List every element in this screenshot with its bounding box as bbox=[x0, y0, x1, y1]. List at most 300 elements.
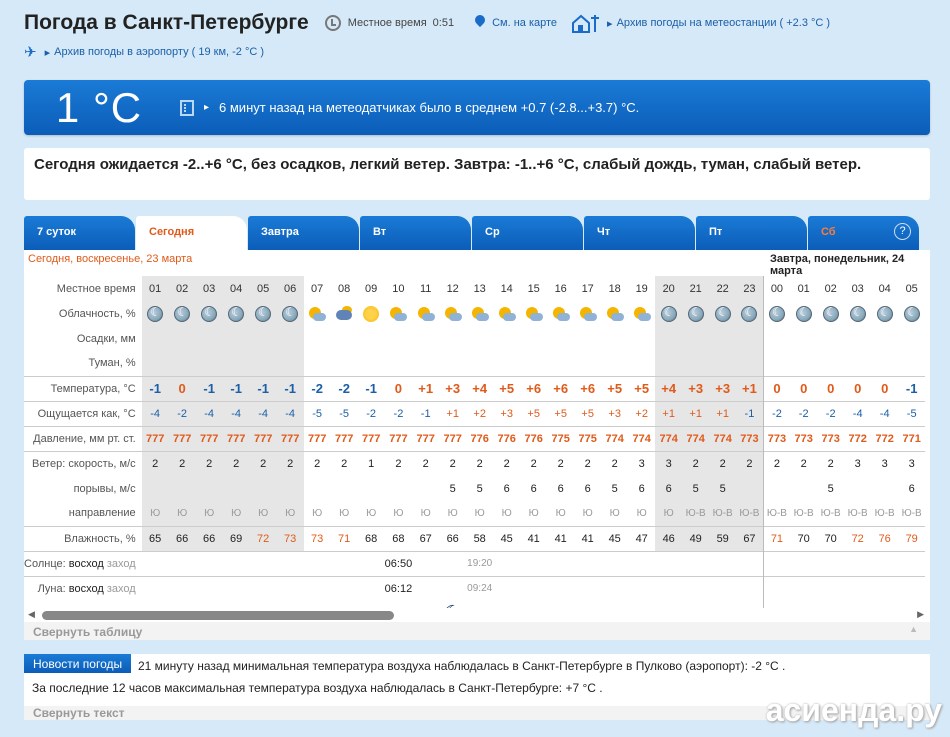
precip-cell bbox=[682, 326, 709, 351]
station-icon bbox=[571, 13, 601, 33]
humidity-cell: 79 bbox=[898, 526, 925, 551]
collapse-table-button[interactable] bbox=[24, 622, 930, 640]
pressure-cell: 777 bbox=[223, 426, 250, 451]
hour-cell: 02 bbox=[169, 276, 196, 301]
fog-cell bbox=[601, 351, 628, 376]
pressure-cell: 773 bbox=[763, 426, 790, 451]
station-archive-link[interactable]: ▸ Архив погоды на метеостанции ( +2.3 °C ) bbox=[571, 13, 830, 33]
sun-cell bbox=[412, 551, 439, 576]
humidity-cell: 67 bbox=[736, 526, 763, 551]
moon-cell bbox=[709, 576, 736, 601]
temperature-cell: +3 bbox=[439, 376, 466, 401]
humidity-cell: 72 bbox=[844, 526, 871, 551]
gust-cell bbox=[358, 476, 385, 501]
direction-cell: Ю bbox=[312, 507, 323, 519]
cloud-cell bbox=[277, 301, 304, 326]
scroll-right-icon[interactable]: ▶ bbox=[917, 609, 924, 619]
feels-like-cell: -4 bbox=[844, 401, 871, 426]
local-time-label: Местное время bbox=[347, 17, 427, 29]
fog-cell bbox=[385, 351, 413, 376]
gust-cell: 5 bbox=[682, 476, 709, 501]
news-line-1: 21 минуту назад минимальная температура воздуха наблюдалась в Санкт-Петербурге в Пулково (аэропорт): -2 °C . bbox=[138, 659, 786, 673]
wind-cell: 2 bbox=[439, 451, 466, 476]
partly-cloudy-icon bbox=[634, 306, 650, 322]
gust-cell: 6 bbox=[557, 482, 564, 495]
cloud-cell bbox=[169, 301, 196, 326]
forecast-grid bbox=[24, 276, 925, 627]
wind-cell: 1 bbox=[358, 451, 385, 476]
moon-cell bbox=[196, 576, 223, 601]
airport-archive-label: Архив погоды в аэропорту ( 19 км, -2 °C ) bbox=[54, 46, 265, 58]
feels-like-cell: -2 bbox=[169, 401, 196, 426]
gust-cell: 6 bbox=[638, 482, 645, 495]
gust-cell: 6 bbox=[584, 482, 591, 495]
gust-cell: 6 bbox=[503, 482, 510, 495]
moon-cell bbox=[493, 576, 520, 601]
pressure-cell: 777 bbox=[385, 426, 413, 451]
hour-cell: 00 bbox=[763, 276, 790, 301]
cloud-cell bbox=[601, 301, 628, 326]
humidity-cell: 69 bbox=[223, 526, 250, 551]
cloud-cell bbox=[196, 301, 223, 326]
scrollbar-thumb[interactable] bbox=[42, 611, 394, 620]
precip-cell bbox=[223, 326, 250, 351]
direction-cell: Ю-В bbox=[820, 507, 841, 519]
temperature-cell: -2 bbox=[304, 376, 331, 401]
cloud-cell bbox=[439, 301, 466, 326]
hour-cell: 21 bbox=[682, 276, 709, 301]
fog-cell bbox=[871, 351, 898, 376]
fog-cell bbox=[898, 351, 925, 376]
moon-cell bbox=[304, 576, 331, 601]
direction-cell: Ю bbox=[223, 501, 250, 526]
wind-cell: 2 bbox=[223, 451, 250, 476]
wind-cell: 2 bbox=[520, 451, 547, 476]
feels-like-cell: +2 bbox=[466, 401, 493, 426]
feels-like-cell: -2 bbox=[385, 401, 413, 426]
sun-cell bbox=[304, 551, 331, 576]
feels-like-cell: -2 bbox=[817, 401, 844, 426]
row-label: Влажность, % bbox=[24, 526, 142, 551]
hour-cell: 02 bbox=[824, 282, 837, 295]
sun-cell bbox=[763, 551, 790, 576]
pressure-cell: 776 bbox=[466, 426, 493, 451]
feels-like-cell: +3 bbox=[493, 401, 520, 426]
humidity-cell: 66 bbox=[169, 526, 196, 551]
hour-cell: 23 bbox=[736, 276, 763, 301]
gust-cell bbox=[250, 476, 277, 501]
cloud-cell bbox=[574, 301, 601, 326]
pressure-cell: 773 bbox=[790, 426, 817, 451]
temperature-cell: -1 bbox=[196, 376, 223, 401]
humidity-cell: 66 bbox=[196, 526, 223, 551]
temperature-cell: 0 bbox=[871, 376, 898, 401]
hour-cell: 17 bbox=[581, 282, 594, 295]
cloud-cell bbox=[682, 301, 709, 326]
wind-cell: 2 bbox=[466, 451, 493, 476]
cloud-cell bbox=[763, 301, 790, 326]
tab-today[interactable]: Сегодня bbox=[136, 216, 247, 250]
sun-cell bbox=[358, 551, 385, 576]
map-link[interactable] bbox=[474, 15, 557, 31]
table-row bbox=[24, 451, 925, 476]
night-clear-icon bbox=[228, 306, 244, 322]
partly-cloudy-icon bbox=[499, 306, 515, 322]
humidity-cell: 41 bbox=[520, 526, 547, 551]
fog-cell bbox=[736, 351, 763, 376]
gust-cell bbox=[871, 476, 898, 501]
hour-cell: 03 bbox=[851, 282, 864, 295]
pressure-cell: 774 bbox=[709, 426, 736, 451]
cloud-cell bbox=[493, 301, 520, 326]
hour-cell: 14 bbox=[500, 282, 513, 295]
horizontal-scrollbar[interactable] bbox=[24, 608, 930, 622]
sun-cell bbox=[682, 551, 709, 576]
table-row bbox=[24, 276, 925, 301]
precip-cell bbox=[844, 326, 871, 351]
pressure-cell: 772 bbox=[871, 426, 898, 451]
feels-like-cell: +1 bbox=[709, 401, 736, 426]
cloud-cell bbox=[385, 301, 413, 326]
humidity-cell: 73 bbox=[304, 526, 331, 551]
sun-cell bbox=[277, 551, 304, 576]
wind-cell: 2 bbox=[709, 451, 736, 476]
humidity-cell: 41 bbox=[547, 526, 574, 551]
precip-cell bbox=[898, 326, 925, 351]
collapse-text-button[interactable]: Свернуть текст bbox=[24, 706, 930, 720]
night-clear-icon bbox=[769, 306, 785, 322]
direction-cell: Ю bbox=[609, 507, 620, 519]
direction-cell: Ю bbox=[142, 501, 169, 526]
direction-cell: Ю-В bbox=[874, 507, 895, 519]
hour-cell: 20 bbox=[655, 276, 682, 301]
temperature-cell: +3 bbox=[709, 376, 736, 401]
fog-cell bbox=[304, 351, 331, 376]
moon-cell bbox=[358, 576, 385, 601]
precip-cell bbox=[439, 326, 466, 351]
precip-cell bbox=[196, 326, 223, 351]
night-clear-icon bbox=[741, 306, 757, 322]
night-clear-icon bbox=[688, 306, 704, 322]
moon-cell bbox=[331, 576, 358, 601]
temperature-cell: +5 bbox=[601, 376, 628, 401]
precip-cell bbox=[493, 326, 520, 351]
direction-cell: Ю bbox=[555, 507, 566, 519]
gust-cell bbox=[196, 476, 223, 501]
moon-cell bbox=[601, 576, 628, 601]
precip-cell bbox=[790, 326, 817, 351]
table-row bbox=[24, 476, 925, 501]
cloud-cell bbox=[547, 301, 574, 326]
moon-cell bbox=[223, 576, 250, 601]
temperature-cell: 0 bbox=[817, 376, 844, 401]
sun-cell bbox=[844, 551, 871, 576]
direction-cell: Ю bbox=[655, 501, 682, 526]
moon-cell bbox=[412, 576, 439, 601]
wind-cell: 3 bbox=[871, 451, 898, 476]
clock-icon bbox=[325, 15, 341, 31]
cloud-cell bbox=[223, 301, 250, 326]
sun-cell bbox=[331, 551, 358, 576]
partly-cloudy-icon bbox=[390, 306, 406, 322]
night-clear-icon bbox=[147, 306, 163, 322]
moon-cell: 09:24 bbox=[466, 576, 493, 601]
direction-cell: Ю bbox=[339, 507, 350, 519]
sun-cell bbox=[871, 551, 898, 576]
temperature-cell: 0 bbox=[169, 376, 196, 401]
hour-cell: 15 bbox=[527, 282, 540, 295]
local-time-value: 0:51 bbox=[432, 17, 455, 29]
sun-cell bbox=[169, 551, 196, 576]
row-label: Давление, мм рт. ст. bbox=[24, 426, 142, 451]
partly-cloudy-icon bbox=[553, 306, 569, 322]
moon-cell bbox=[277, 576, 304, 601]
gust-cell: 5 bbox=[449, 482, 456, 495]
wind-cell: 2 bbox=[142, 451, 169, 476]
precip-cell bbox=[601, 326, 628, 351]
precip-cell bbox=[655, 326, 682, 351]
humidity-cell: 71 bbox=[331, 526, 358, 551]
watermark: асиенда.ру bbox=[765, 692, 942, 728]
cloud-cell bbox=[790, 301, 817, 326]
fog-cell bbox=[790, 351, 817, 376]
cloud-cell bbox=[520, 301, 547, 326]
pressure-cell: 775 bbox=[547, 426, 574, 451]
partly-cloudy-icon bbox=[336, 306, 352, 322]
fog-cell bbox=[439, 351, 466, 376]
tab-7-days[interactable]: 7 суток bbox=[24, 216, 135, 250]
temperature-cell: +5 bbox=[493, 376, 520, 401]
map-pin-icon bbox=[474, 15, 486, 31]
precip-cell bbox=[250, 326, 277, 351]
sun-cell bbox=[196, 551, 223, 576]
feels-like-cell: +5 bbox=[547, 401, 574, 426]
gust-cell: 5 bbox=[611, 482, 618, 495]
hour-cell: 19 bbox=[635, 282, 648, 295]
humidity-cell: 49 bbox=[682, 526, 709, 551]
wind-cell: 2 bbox=[412, 451, 439, 476]
pressure-cell: 774 bbox=[655, 426, 682, 451]
wind-cell: 2 bbox=[601, 451, 628, 476]
precip-cell bbox=[871, 326, 898, 351]
wind-cell: 2 bbox=[331, 451, 358, 476]
wind-cell: 2 bbox=[736, 451, 763, 476]
scroll-left-icon[interactable]: ◀ bbox=[28, 609, 35, 619]
airport-archive-link[interactable]: ✈ ▸ Архив погоды в аэропорту ( 19 км, -2 °C ) bbox=[24, 44, 265, 61]
night-clear-icon bbox=[904, 306, 920, 322]
direction-cell: Ю bbox=[393, 507, 404, 519]
precip-cell bbox=[331, 326, 358, 351]
wind-cell: 2 bbox=[277, 451, 304, 476]
sun-cell bbox=[655, 551, 682, 576]
precip-cell bbox=[358, 326, 385, 351]
pressure-cell: 775 bbox=[574, 426, 601, 451]
pressure-cell: 772 bbox=[844, 426, 871, 451]
cloud-cell bbox=[331, 301, 358, 326]
temperature-cell: +6 bbox=[574, 376, 601, 401]
moon-cell bbox=[547, 576, 574, 601]
help-icon[interactable]: ? bbox=[894, 223, 911, 240]
humidity-cell: 70 bbox=[817, 526, 844, 551]
humidity-cell: 45 bbox=[601, 526, 628, 551]
night-clear-icon bbox=[715, 306, 731, 322]
direction-cell: Ю bbox=[474, 507, 485, 519]
pressure-cell: 777 bbox=[250, 426, 277, 451]
humidity-cell: 71 bbox=[763, 526, 790, 551]
pressure-cell: 771 bbox=[898, 426, 925, 451]
cloud-cell bbox=[466, 301, 493, 326]
cloud-cell bbox=[844, 301, 871, 326]
current-temperature: 1 °C bbox=[55, 83, 143, 131]
tab-thu[interactable]: Чт bbox=[584, 216, 695, 250]
temperature-cell: -1 bbox=[277, 376, 304, 401]
pressure-cell: 777 bbox=[196, 426, 223, 451]
precip-cell bbox=[277, 326, 304, 351]
moon-row bbox=[24, 576, 925, 601]
tab-sat[interactable] bbox=[808, 216, 919, 250]
cloud-cell bbox=[898, 301, 925, 326]
precip-cell bbox=[574, 326, 601, 351]
humidity-cell: 68 bbox=[385, 526, 413, 551]
hour-cell: 16 bbox=[554, 282, 567, 295]
sun-cell bbox=[142, 551, 169, 576]
precip-cell bbox=[304, 326, 331, 351]
partly-cloudy-icon bbox=[445, 306, 461, 322]
precip-cell bbox=[466, 326, 493, 351]
feels-like-cell: -2 bbox=[790, 401, 817, 426]
night-clear-icon bbox=[823, 306, 839, 322]
hour-cell: 05 bbox=[250, 276, 277, 301]
moon-cell bbox=[817, 576, 844, 601]
humidity-cell: 41 bbox=[574, 526, 601, 551]
feels-like-cell: +3 bbox=[601, 401, 628, 426]
humidity-cell: 68 bbox=[358, 526, 385, 551]
cloud-cell bbox=[250, 301, 277, 326]
tab-bar bbox=[24, 216, 930, 250]
cloud-cell bbox=[736, 301, 763, 326]
fog-cell bbox=[574, 351, 601, 376]
direction-cell: Ю bbox=[169, 501, 196, 526]
gust-cell: 6 bbox=[530, 482, 537, 495]
hour-cell: 06 bbox=[277, 276, 304, 301]
map-link-label: См. на карте bbox=[492, 17, 558, 29]
forecast-table-panel bbox=[24, 250, 930, 640]
gust-cell bbox=[736, 476, 763, 501]
pressure-cell: 776 bbox=[493, 426, 520, 451]
direction-cell: Ю-В bbox=[847, 507, 868, 519]
partly-cloudy-icon bbox=[607, 306, 623, 322]
humidity-cell: 72 bbox=[250, 526, 277, 551]
gust-cell bbox=[142, 476, 169, 501]
sun-cell bbox=[736, 551, 763, 576]
temperature-cell: 0 bbox=[763, 376, 790, 401]
night-clear-icon bbox=[850, 306, 866, 322]
gust-cell bbox=[304, 476, 331, 501]
pressure-cell: 777 bbox=[142, 426, 169, 451]
tab-sat-label: Сб bbox=[821, 226, 836, 238]
sun-cell bbox=[898, 551, 925, 576]
feels-like-cell: +5 bbox=[574, 401, 601, 426]
feels-like-cell: -5 bbox=[898, 401, 925, 426]
feels-like-cell: -5 bbox=[331, 401, 358, 426]
cloud-cell bbox=[304, 301, 331, 326]
day-header-tomorrow: Завтра, понедельник, 24 марта bbox=[770, 253, 905, 277]
tab-tue[interactable]: Вт bbox=[360, 216, 471, 250]
temperature-cell: -2 bbox=[331, 376, 358, 401]
direction-cell: Ю-В bbox=[682, 501, 709, 526]
gust-cell: 6 bbox=[908, 482, 915, 495]
direction-cell: Ю-В bbox=[736, 501, 763, 526]
sun-cell bbox=[520, 551, 547, 576]
table-row bbox=[24, 501, 925, 526]
moon-cell bbox=[439, 576, 466, 601]
feels-like-cell: -1 bbox=[412, 401, 439, 426]
feels-like-cell: +1 bbox=[439, 401, 466, 426]
direction-cell: Ю bbox=[420, 507, 431, 519]
precip-cell bbox=[817, 326, 844, 351]
fog-cell bbox=[142, 351, 169, 376]
fog-cell bbox=[628, 351, 655, 376]
feels-like-cell: -4 bbox=[196, 401, 223, 426]
wind-cell: 2 bbox=[574, 451, 601, 476]
wind-cell: 2 bbox=[790, 451, 817, 476]
tab-tomorrow[interactable]: Завтра bbox=[248, 216, 359, 250]
partly-cloudy-icon bbox=[526, 306, 542, 322]
precip-cell bbox=[520, 326, 547, 351]
gust-cell bbox=[169, 476, 196, 501]
cloud-cell bbox=[709, 301, 736, 326]
moon-cell: 06:12 bbox=[385, 576, 413, 601]
sun-cell: 06:50 bbox=[385, 551, 413, 576]
pressure-cell: 777 bbox=[412, 426, 439, 451]
fog-cell bbox=[844, 351, 871, 376]
forecast-summary: Сегодня ожидается -2..+6 °C, без осадков, легкий ветер. Завтра: -1..+6 °C, слабый дождь, туман, слабый ветер. bbox=[24, 148, 930, 200]
news-title: Новости погоды bbox=[24, 654, 131, 673]
hour-cell: 04 bbox=[878, 282, 891, 295]
cloud-cell bbox=[628, 301, 655, 326]
table-row bbox=[24, 376, 925, 401]
row-label: Температура, °C bbox=[24, 376, 142, 401]
feels-like-cell: -4 bbox=[223, 401, 250, 426]
humidity-cell: 66 bbox=[439, 526, 466, 551]
local-time bbox=[325, 15, 454, 31]
precip-cell bbox=[169, 326, 196, 351]
sun-label: Солнце: восход заход bbox=[24, 551, 142, 576]
gust-cell bbox=[790, 476, 817, 501]
tab-fri[interactable]: Пт bbox=[696, 216, 807, 250]
direction-cell: Ю-В bbox=[901, 507, 922, 519]
sun-cell bbox=[709, 551, 736, 576]
wind-cell: 3 bbox=[844, 451, 871, 476]
fog-cell bbox=[655, 351, 682, 376]
gust-cell bbox=[277, 476, 304, 501]
row-label: Осадки, мм bbox=[76, 332, 136, 345]
temperature-cell: +4 bbox=[466, 376, 493, 401]
tab-wed[interactable]: Ср bbox=[472, 216, 583, 250]
temperature-cell: -1 bbox=[223, 376, 250, 401]
hour-cell: 01 bbox=[797, 282, 810, 295]
wind-cell: 2 bbox=[493, 451, 520, 476]
feels-like-cell: -4 bbox=[277, 401, 304, 426]
gust-cell: 5 bbox=[827, 482, 834, 495]
wind-cell: 3 bbox=[628, 451, 655, 476]
pressure-cell: 773 bbox=[736, 426, 763, 451]
hour-cell: 13 bbox=[473, 282, 486, 295]
direction-cell: Ю bbox=[366, 507, 377, 519]
sun-cell bbox=[223, 551, 250, 576]
gust-cell bbox=[844, 476, 871, 501]
pressure-cell: 777 bbox=[277, 426, 304, 451]
